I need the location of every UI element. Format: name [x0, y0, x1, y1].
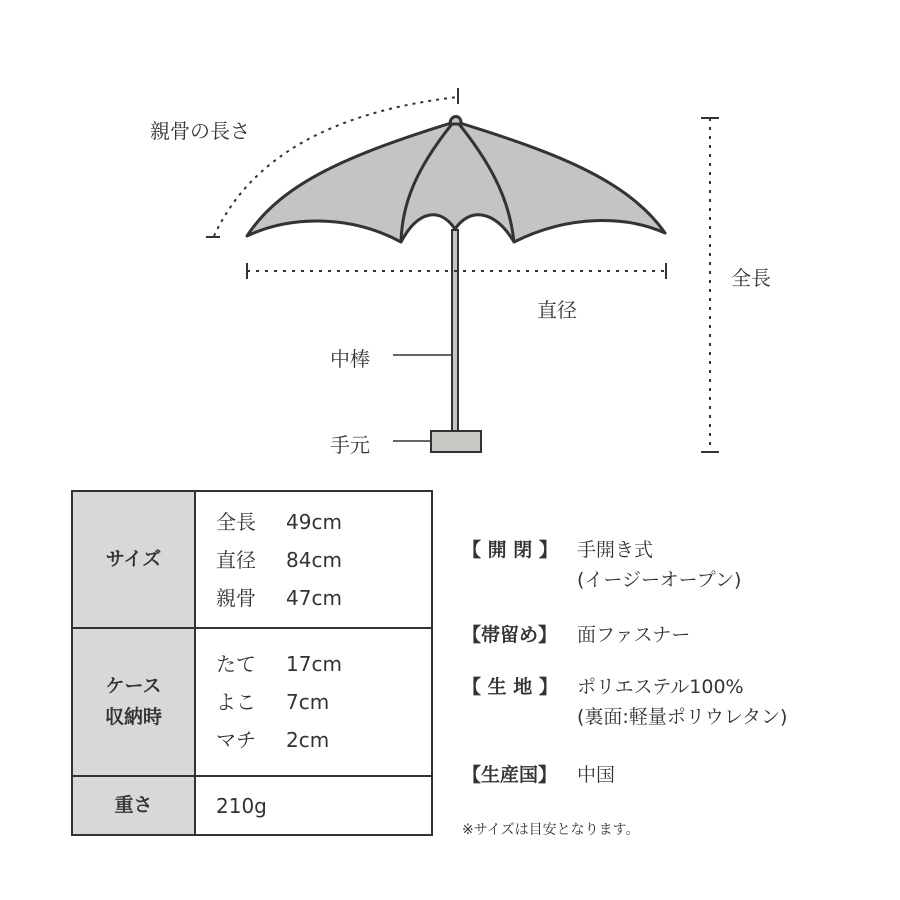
spec-header-case: [72, 628, 195, 776]
info-key-origin: 【生産国】: [462, 764, 558, 786]
spec-value-row: [216, 683, 431, 721]
shaft-label: 中棒: [330, 347, 370, 371]
spec-key: マチ: [216, 728, 256, 752]
info-value-line: 中国: [577, 764, 616, 786]
spec-header-size: サイズ: [72, 491, 195, 628]
spec-row-size: [72, 491, 432, 628]
spec-value: 84cm: [286, 547, 342, 572]
spec-header-case-line1: ケース: [105, 675, 162, 697]
spec-key: 親骨: [216, 585, 256, 610]
info-value-line: 面ファスナー: [577, 624, 691, 646]
handle-label: 手元: [330, 433, 370, 457]
spec-key: よこ: [216, 690, 256, 714]
spec-value: 2cm: [286, 728, 330, 752]
handle: [431, 431, 481, 452]
spec-key: たて: [216, 652, 256, 676]
spec-key: 直径: [216, 547, 256, 572]
info-value-line: (裏面:軽量ポリウレタン): [577, 706, 788, 728]
spec-value-row: [216, 721, 431, 759]
spec-row-weight: [72, 776, 432, 835]
shaft: [452, 230, 458, 433]
info-value-line: (イージーオープン): [577, 569, 742, 591]
spec-value-row: [216, 579, 431, 617]
info-value-origin: [577, 760, 615, 790]
info-value-opening: [577, 535, 741, 595]
spec-table: [71, 490, 433, 836]
info-key-opening: 【 開 閉 】: [462, 539, 558, 561]
info-key-fabric: 【 生 地 】: [462, 676, 558, 698]
info-key-strap: 【帯留め】: [462, 624, 558, 646]
spec-value: 7cm: [286, 690, 330, 714]
spec-value-row: [216, 645, 431, 683]
spec-value: 49cm: [286, 509, 342, 534]
canopy-tip: [450, 117, 461, 125]
info-value-fabric: [577, 672, 787, 732]
spec-value-weight: 210g: [195, 776, 432, 835]
spec-header-case-line2: 収納時: [104, 706, 162, 728]
spec-key: 全長: [216, 509, 256, 534]
info-value-line: ポリエステル100%: [577, 676, 744, 698]
spec-value-row: [216, 503, 431, 541]
spec-value-row: [216, 541, 431, 579]
spec-row-case: [72, 628, 432, 776]
spec-value: 47cm: [286, 585, 342, 610]
spec-values-case: [195, 628, 432, 776]
spec-value: 17cm: [286, 652, 342, 676]
canopy: [247, 123, 665, 242]
spec-values-size: [195, 491, 432, 628]
info-value-strap: [577, 620, 690, 650]
spec-header-weight: 重さ: [72, 776, 195, 835]
rib-length-label: 親骨の長さ: [150, 119, 250, 143]
total-length-label: 全長: [731, 266, 771, 290]
info-value-line: 手開き式: [577, 539, 654, 561]
diameter-label: 直径: [537, 298, 577, 322]
size-note: ※サイズは目安となります。: [462, 822, 640, 838]
